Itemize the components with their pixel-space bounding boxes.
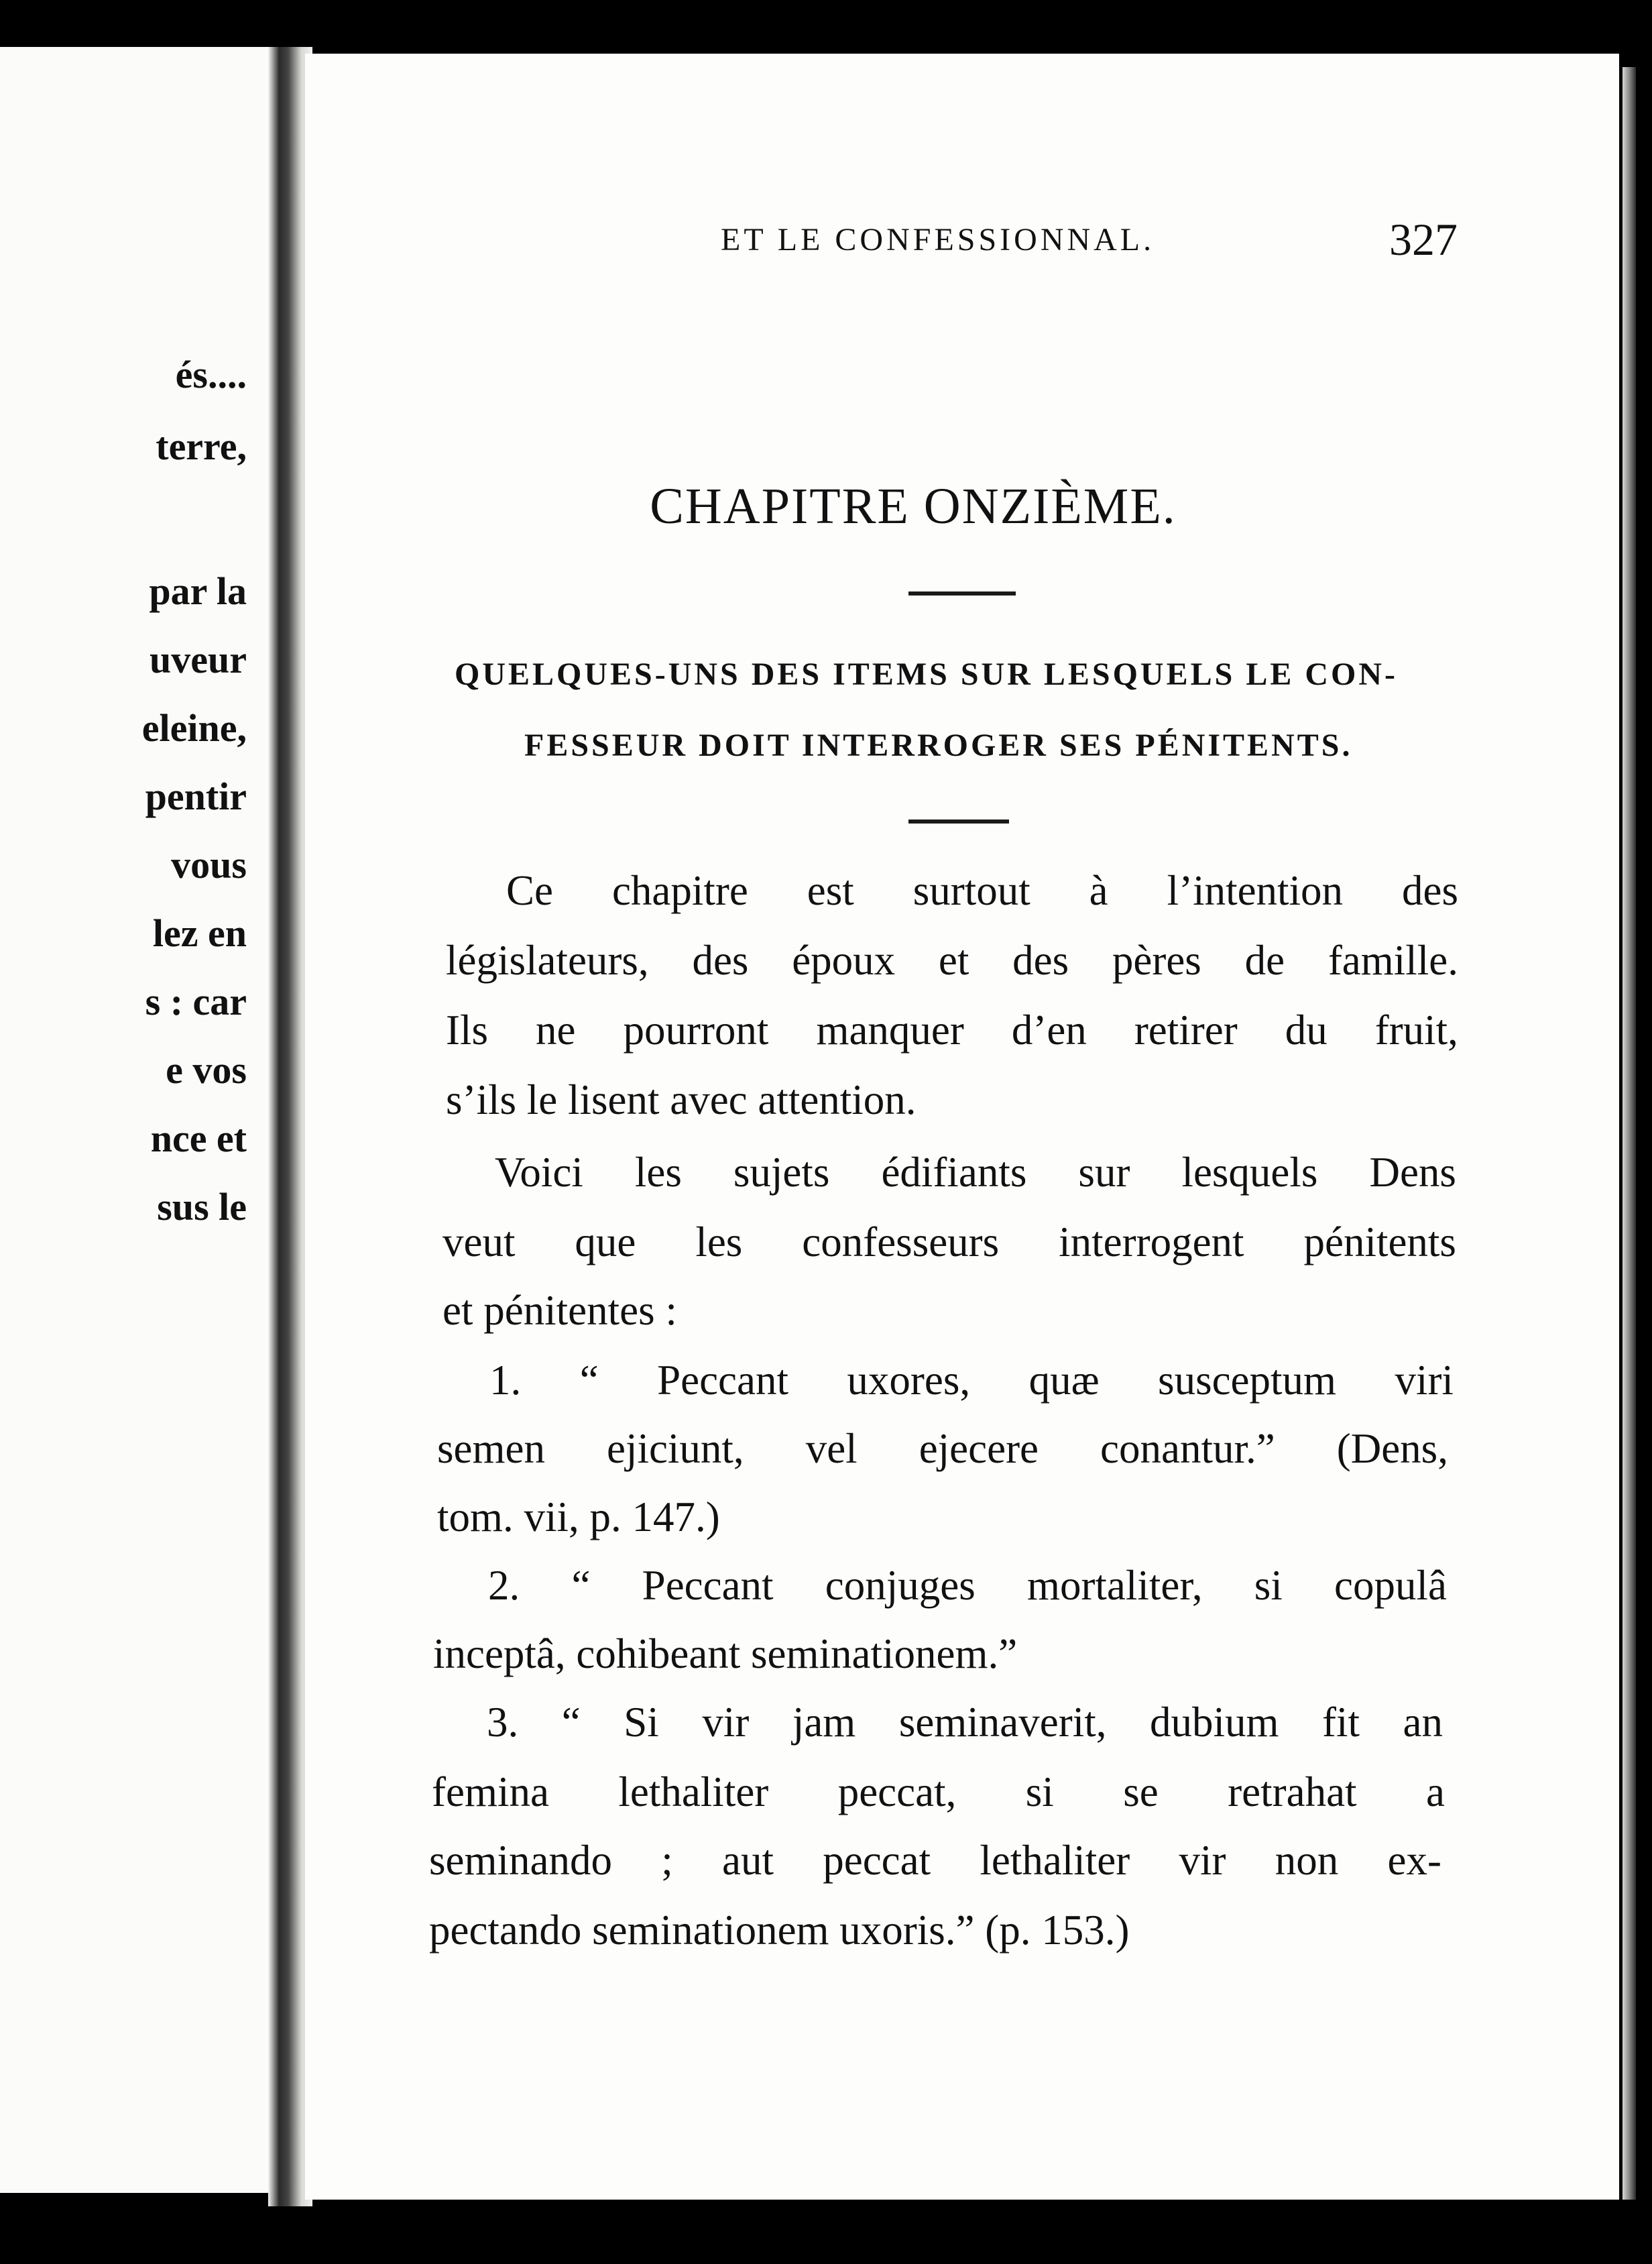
left-page-fragment: nce et bbox=[150, 1117, 247, 1160]
body-line: Ce chapitre est surtout à l’intention des bbox=[506, 867, 1458, 914]
page-number: 327 bbox=[1389, 214, 1458, 265]
running-title: ET LE CONFESSIONNAL. bbox=[721, 222, 1155, 258]
left-page-fragment: uveur bbox=[150, 638, 247, 681]
body-line: s’ils le lisent avec attention. bbox=[446, 1076, 917, 1123]
left-page bbox=[0, 47, 268, 2193]
left-page-fragment: e vos bbox=[166, 1048, 247, 1092]
body-line: Voici les sujets édifiants sur lesquels Dens bbox=[495, 1149, 1456, 1196]
body-line: législateurs, des époux et des pères de famille. bbox=[446, 937, 1458, 984]
left-page-fragment: és.... bbox=[175, 353, 247, 396]
body-line: 3. “ Si vir jam seminaverit, dubium fit an bbox=[487, 1699, 1443, 1746]
left-page-fragment: vous bbox=[171, 843, 247, 887]
title-rule bbox=[908, 591, 1016, 596]
left-page-fragment: eleine, bbox=[141, 706, 247, 750]
body-line: pectando seminationem uxoris.” (p. 153.) bbox=[429, 1907, 1130, 1954]
body-line: veut que les confesseurs interrogent pénitents bbox=[442, 1219, 1456, 1265]
body-line: Ils ne pourront manquer d’en retirer du fruit, bbox=[446, 1007, 1458, 1054]
body-line: femina lethaliter peccat, si se retrahat a bbox=[432, 1768, 1445, 1815]
body-line: et pénitentes : bbox=[442, 1287, 677, 1334]
chapter-title: CHAPITRE ONZIÈME. bbox=[650, 478, 1177, 534]
body-line: tom. vii, p. 147.) bbox=[437, 1493, 720, 1540]
body-line: seminando ; aut peccat lethaliter vir non ex- bbox=[429, 1837, 1441, 1884]
body-line: inceptâ, cohibeant seminationem.” bbox=[433, 1630, 1018, 1677]
chapter-subtitle-line: QUELQUES-UNS DES ITEMS SUR LESQUELS LE CON- bbox=[455, 657, 1398, 692]
left-page-fragment: s : car bbox=[145, 980, 247, 1023]
subtitle-rule bbox=[908, 819, 1009, 824]
body-line: 2. “ Peccant conjuges mortaliter, si copulâ bbox=[488, 1562, 1447, 1609]
chapter-subtitle-line: FESSEUR DOIT INTERROGER SES PÉNITENTS. bbox=[524, 728, 1353, 763]
left-page-fragment: terre, bbox=[156, 424, 247, 468]
left-page-fragment: par la bbox=[149, 569, 247, 613]
body-line: semen ejiciunt, vel ejecere conantur.” (Dens, bbox=[437, 1425, 1448, 1472]
page-edge bbox=[1622, 67, 1636, 2200]
left-page-fragment: sus le bbox=[157, 1185, 247, 1229]
left-page-fragment: pentir bbox=[145, 775, 247, 818]
body-line: 1. “ Peccant uxores, quæ susceptum viri bbox=[489, 1357, 1454, 1404]
left-page-fragment: lez en bbox=[152, 911, 247, 955]
